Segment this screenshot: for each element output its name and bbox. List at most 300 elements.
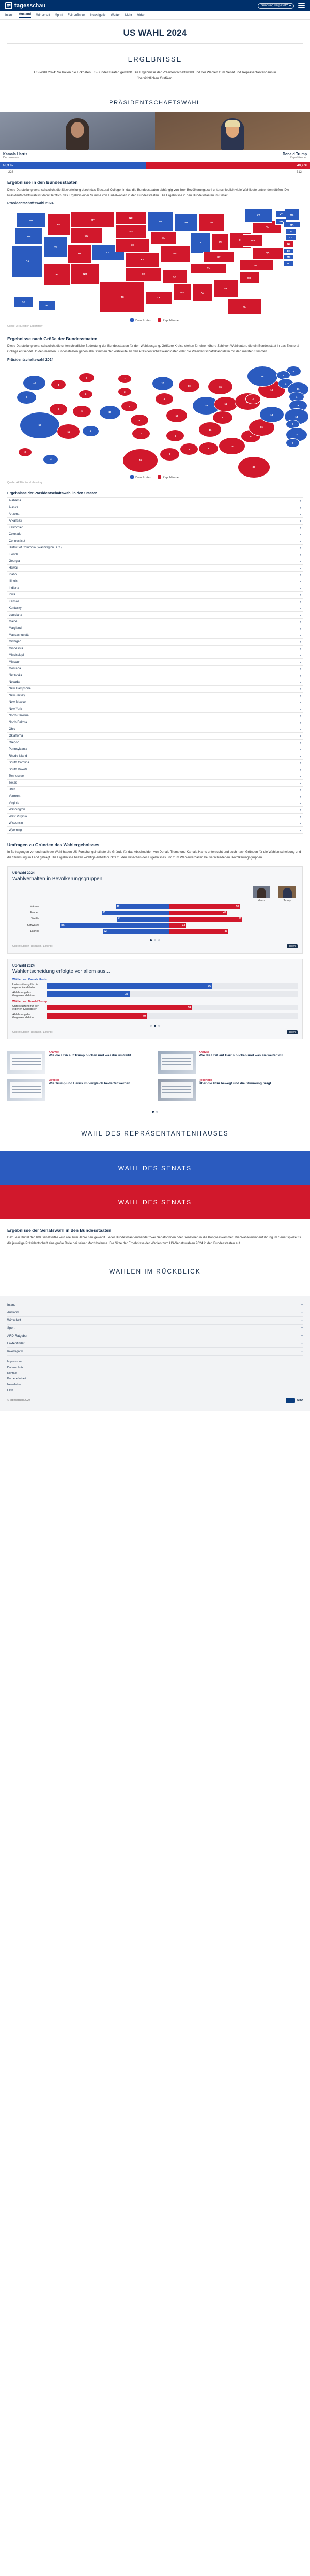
carousel-dot-3[interactable] [158, 939, 160, 941]
surveys-text: In Befragungen vor und nach der Wahl haben US-Forschungsinstitute die Gründe für das Abschneiden von Donald Trump und Kamala Harris untersucht und auch nach Gründen für die Wahlentscheidung und die Stimmung im Land gefragt. Die Ergebnisse helfen wichtige Anhaltspunkte zu den Ursachen des Ergebnisses und zum Wählerverhalten bei verschiedenen Bevölkerungsgruppen. [7, 850, 301, 860]
accordion-item[interactable] [7, 706, 303, 713]
teaser-title: Wie die USA auf Harris blicken und was sie weiter will [199, 1053, 284, 1057]
map-state-wa[interactable]: WA [17, 213, 46, 227]
teaser-thumbnail [7, 1079, 45, 1101]
menu-button[interactable] [298, 3, 305, 8]
bubble-state-mt[interactable]: 4 [79, 373, 94, 383]
bubble-state-tn[interactable]: 11 [198, 422, 222, 437]
chevron-down-icon: ▾ [299, 553, 301, 557]
map-state-ky[interactable]: KY [203, 252, 234, 263]
chevron-down-icon: ▾ [301, 1311, 303, 1315]
chevron-down-icon: ▾ [299, 654, 301, 657]
chart2-bar-label: Ablehnung des Gegenkandidaten [12, 991, 35, 998]
teaser-title: Wie die USA auf Trump blicken und was ihn umtreibt [49, 1053, 131, 1057]
chevron-down-icon: ▾ [301, 1304, 303, 1307]
chevron-down-icon: ▾ [299, 714, 301, 718]
map-block-2-title: Ergebnisse nach Größe der Bundesstaaten [7, 336, 98, 342]
map-state-wv[interactable]: WV [243, 234, 263, 247]
footer-link[interactable]: Barrierefreiheit [7, 1377, 26, 1381]
map-state-nc[interactable]: NC [239, 260, 273, 271]
map-state-mi[interactable]: MI [198, 214, 225, 231]
candidate-harris [0, 112, 155, 162]
accordion-item[interactable] [7, 605, 303, 612]
map-state-ar[interactable]: AR [162, 270, 187, 283]
carousel-dot-2[interactable] [154, 939, 156, 941]
chart2-group-label: Wähler von Kamala Harris [12, 978, 47, 982]
accordion-item[interactable] [7, 699, 303, 706]
accordion-item[interactable] [7, 578, 303, 585]
accordion-item-label: Oklahoma [9, 734, 23, 738]
chevron-down-icon: ▾ [299, 593, 301, 597]
accordion-item[interactable] [7, 531, 303, 538]
accordion-item[interactable] [7, 659, 303, 666]
bubble-state-co[interactable]: 10 [99, 405, 121, 420]
chart-card-motivation [7, 959, 303, 1039]
carousel-dot-1[interactable] [150, 939, 152, 941]
teaser-thumbnail [158, 1051, 196, 1074]
chevron-down-icon: ▾ [299, 600, 301, 604]
accordion-item[interactable] [7, 820, 303, 827]
accordion-item-label: Illinois [9, 580, 18, 584]
footer-section-label: Inland [7, 1303, 16, 1307]
bubble-state-ia[interactable]: 6 [155, 393, 174, 405]
bubble-state-ma[interactable]: 11 [287, 382, 309, 396]
map-state-or[interactable]: OR [15, 228, 43, 244]
accordion-item[interactable] [7, 773, 303, 780]
chevron-down-icon: ▾ [299, 560, 301, 563]
carousel-dot-1[interactable] [150, 1025, 152, 1027]
accordion-item-label: West Virginia [9, 815, 27, 819]
accordion-item[interactable] [7, 592, 303, 599]
accordion-item[interactable] [7, 545, 303, 551]
accordion-item[interactable] [7, 746, 303, 753]
bubble-state-wa[interactable]: 12 [23, 375, 46, 391]
bubble-state-ak[interactable]: 3 [18, 448, 32, 457]
map-state-co[interactable]: CO [92, 244, 125, 261]
bubble-state-mo[interactable]: 10 [166, 408, 188, 423]
accordion-item[interactable] [7, 646, 303, 652]
accordion-item[interactable] [7, 625, 303, 632]
bubble-state-md[interactable]: 10 [286, 427, 307, 442]
bubble-state-al[interactable]: 9 [198, 442, 219, 455]
map-state-dc[interactable]: DC [283, 260, 294, 266]
bubble-state-vt[interactable]: 3 [276, 371, 290, 380]
map-state-vt[interactable]: VT [275, 211, 286, 218]
map-state-wy[interactable]: WY [71, 228, 102, 243]
accordion-item[interactable] [7, 565, 303, 572]
share-button[interactable]: Teilen [287, 1030, 298, 1034]
accordion-item[interactable] [7, 612, 303, 619]
map-state-sd[interactable]: SD [115, 225, 146, 238]
accordion-item-label: Indiana [9, 587, 19, 590]
bubble-state-mn[interactable]: 10 [152, 376, 174, 391]
accordion-item[interactable] [7, 814, 303, 820]
nav-item-faktenfinder[interactable]: Faktenfinder [68, 13, 85, 17]
map-state-ia[interactable]: IA [150, 232, 177, 245]
chevron-down-icon: ▾ [299, 687, 301, 691]
footer-section-item[interactable] [7, 1317, 303, 1325]
map-state-az[interactable]: AZ [44, 264, 70, 286]
footer-section-label: Sport [7, 1326, 15, 1330]
map-state-sc[interactable]: SC [239, 271, 259, 284]
bubble-state-in[interactable]: 11 [214, 396, 237, 412]
teaser-card[interactable] [158, 1079, 303, 1101]
electoral-bar [0, 162, 310, 169]
map-state-nh[interactable]: NH [275, 218, 286, 225]
nav-item-wetter[interactable]: Wetter [111, 13, 120, 17]
bubble-state-wy[interactable]: 3 [79, 390, 92, 399]
map-state-ca[interactable]: CA [12, 246, 43, 278]
bubble-state-nc[interactable]: 16 [249, 419, 275, 436]
map-state-tx[interactable]: TX [100, 282, 145, 313]
accordion-item[interactable] [7, 599, 303, 605]
chart2-footer [12, 1027, 298, 1034]
bubble-state-il[interactable]: 19 [192, 396, 220, 415]
bubble-state-ms[interactable]: 6 [180, 443, 198, 455]
bubble-map-subtitle: Präsidentschaftswahl 2024 [7, 358, 54, 362]
carousel-dot-2[interactable] [156, 1111, 158, 1113]
map-state-hi[interactable]: HI [38, 301, 55, 310]
accordion-item-label: New Hampshire [9, 687, 31, 691]
accordion-item-label: Nevada [9, 681, 20, 684]
map-state-ok[interactable]: OK [126, 268, 161, 281]
bubble-state-me[interactable]: 4 [286, 366, 301, 376]
chevron-down-icon: ▾ [299, 620, 301, 624]
accordion-item[interactable] [7, 572, 303, 578]
map-state-va[interactable]: VA [252, 247, 283, 259]
chevron-down-icon: ▾ [299, 667, 301, 671]
map-state-ms[interactable]: MS [173, 284, 192, 300]
accordion-item-label: Connecticut [9, 540, 25, 543]
chevron-down-icon: ▾ [299, 721, 301, 725]
map-state-pa[interactable]: PA [252, 220, 282, 234]
accordion-item-label: Montana [9, 667, 21, 671]
accordion-item[interactable] [7, 686, 303, 693]
accordion-item[interactable] [7, 766, 303, 773]
chart1-bar-trump: 46 [169, 929, 228, 934]
accordion-item[interactable] [7, 787, 303, 793]
footer-link[interactable]: Hilfe [7, 1388, 13, 1392]
chart1-group-label: Latinos [30, 930, 39, 933]
ard-label: ARD [297, 1399, 303, 1402]
candidate-name-harris: Kamala Harris [3, 152, 28, 156]
bubble-state-mi[interactable]: 15 [208, 378, 233, 395]
bubble-state-sd[interactable]: 3 [118, 387, 132, 396]
map-state-ny[interactable]: NY [244, 208, 272, 223]
bubble-state-ct[interactable]: 7 [289, 400, 307, 412]
map-state-nd[interactable]: ND [115, 212, 146, 224]
map-state-nm[interactable]: NM [71, 264, 99, 285]
map-state-il[interactable]: IL [191, 232, 211, 253]
map-state-ak[interactable]: AK [13, 297, 34, 308]
bubble-state-ok[interactable]: 7 [132, 427, 150, 440]
chart-carousel-dots-2[interactable] [12, 1021, 298, 1027]
chart2-bar-row [12, 983, 298, 989]
logo[interactable] [5, 2, 45, 9]
accordion-item[interactable] [7, 511, 303, 518]
legend-republicans: Republikaner [158, 318, 180, 323]
chevron-down-icon: ▾ [299, 614, 301, 617]
map-state-ma[interactable]: MA [283, 222, 300, 228]
carousel-dot-2[interactable] [154, 1025, 156, 1027]
accordion-item-label: Alaska [9, 506, 19, 510]
footer-link[interactable]: Kontakt [7, 1371, 17, 1375]
footer-link[interactable]: Newsletter [7, 1383, 21, 1386]
surveys-title: Umfragen zu Gründen des Wahlergebnisses [7, 842, 100, 848]
footer-section-item[interactable] [7, 1301, 303, 1309]
map-state-oh[interactable]: OH [230, 232, 252, 249]
us-states-map[interactable] [7, 207, 303, 316]
map-state-wi[interactable]: WI [175, 214, 198, 231]
bubble-state-nh[interactable]: 4 [278, 378, 293, 389]
map-state-nj[interactable]: NJ [283, 241, 294, 248]
accordion-item-label: Arkansas [9, 519, 22, 523]
map-state-md[interactable]: MD [283, 254, 294, 260]
bubble-state-ny[interactable]: 28 [247, 366, 278, 387]
teaser-card[interactable] [158, 1051, 303, 1074]
chevron-down-icon: ▾ [301, 1319, 303, 1323]
accordion-item[interactable] [7, 800, 303, 807]
chevron-down-icon: ▾ [299, 815, 301, 819]
bubble-state-id[interactable]: 4 [51, 379, 66, 390]
accordion-item-label: Vermont [9, 795, 21, 799]
accordion-item[interactable] [7, 733, 303, 740]
map-state-tn[interactable]: TN [191, 263, 226, 273]
accordion-item[interactable] [7, 760, 303, 766]
ard-logo-icon [286, 1398, 295, 1403]
chevron-down-icon: ▾ [301, 1342, 303, 1346]
chevron-down-icon: ▾ [299, 519, 301, 523]
chevron-down-icon: ▾ [299, 506, 301, 510]
accordion-item-label: North Dakota [9, 721, 27, 725]
accordion-item-label: Arizona [9, 513, 20, 516]
accordion-item-label: Iowa [9, 593, 16, 597]
bubble-state-fl[interactable]: 30 [238, 456, 270, 478]
accordion-item-label: South Dakota [9, 768, 28, 772]
footer-section-item[interactable] [7, 1340, 303, 1348]
candidate-trump [155, 112, 310, 162]
footer-link[interactable]: Impressum [7, 1360, 22, 1363]
accordion-item[interactable] [7, 558, 303, 565]
teaser-carousel-dots[interactable] [7, 1111, 303, 1116]
bubble-state-or[interactable]: 8 [17, 391, 37, 404]
bubble-state-la[interactable]: 8 [160, 448, 180, 461]
bubble-state-hi[interactable]: 4 [43, 454, 58, 465]
bubble-state-ky[interactable]: 8 [212, 411, 233, 424]
accordion-item[interactable] [7, 693, 303, 699]
accordion-item[interactable] [7, 780, 303, 787]
state-accordion[interactable] [7, 497, 303, 834]
nav-item-sport[interactable]: Sport [55, 13, 63, 17]
bubble-state-nv[interactable]: 6 [49, 403, 68, 416]
bubble-state-de[interactable]: 3 [286, 420, 300, 429]
bubble-state-ne[interactable]: 5 [121, 401, 138, 412]
chart1-source: Quelle: Edison Research / Exit Poll [12, 944, 53, 948]
footer-section-item[interactable] [7, 1332, 303, 1340]
accordion-item[interactable] [7, 827, 303, 834]
chevron-down-icon: ▾ [299, 761, 301, 765]
accordion-item[interactable] [7, 538, 303, 545]
us-bubble-map[interactable] [7, 364, 303, 472]
share-button[interactable]: Teilen [287, 944, 298, 948]
accordion-item-label: Mississippi [9, 654, 24, 657]
bubble-state-nd[interactable]: 3 [118, 374, 132, 384]
map-state-la[interactable]: LA [146, 291, 172, 304]
chart2-bar-label: Unterstützung für die eigene Kandidatin [12, 983, 39, 989]
bubble-state-pa[interactable]: 19 [258, 380, 286, 399]
bubble-state-ar[interactable]: 6 [166, 430, 184, 442]
ard-logo[interactable] [286, 1398, 303, 1403]
carousel-dot-1[interactable] [152, 1111, 154, 1113]
bubble-state-tx[interactable]: 40 [122, 449, 158, 472]
chart2-bar-label: Unterstützung für den eigenen Kandidaten [12, 1004, 39, 1011]
accordion-item-label: Kalifornien [9, 526, 24, 530]
footer-sections[interactable] [7, 1301, 303, 1356]
accordion-item[interactable] [7, 672, 303, 679]
accordion-item-label: Massachusetts [9, 634, 30, 637]
top-bar-right [258, 3, 305, 9]
senate-states-title: Ergebnisse der Senatswahl in den Bundesstaaten [7, 1227, 112, 1233]
chevron-down-icon: ▾ [301, 1335, 303, 1338]
bubble-state-dc[interactable]: 3 [286, 438, 300, 448]
teaser-card[interactable] [7, 1051, 152, 1074]
bubble-state-va[interactable]: 13 [259, 406, 284, 423]
nav-item-wirtschaft[interactable]: Wirtschaft [36, 13, 50, 17]
teaser-grid [7, 1045, 303, 1111]
accordion-item[interactable] [7, 719, 303, 726]
accordion-item-label: Tennessee [9, 775, 24, 778]
chevron-down-icon: ▾ [299, 788, 301, 792]
accordion-item[interactable] [7, 504, 303, 511]
chart1-group-row [12, 929, 298, 934]
accordion-item[interactable] [7, 740, 303, 746]
chart-carousel-dots[interactable] [12, 936, 298, 941]
map-source: Quelle: AP/Election-Laboratory [7, 325, 43, 328]
candidate-party-harris: Demokraten [3, 156, 19, 159]
bubble-state-wv[interactable]: 4 [245, 394, 261, 404]
accordion-item[interactable] [7, 639, 303, 646]
accordion-item-label: Virginia [9, 802, 19, 805]
nav-item-ausland[interactable]: Ausland [19, 13, 31, 18]
chart2-source: Quelle: Edison Research / Exit Poll [12, 1030, 53, 1034]
map-state-ut[interactable]: UT [68, 244, 91, 264]
sendung-verpasst-button[interactable] [258, 3, 294, 9]
accordion-item[interactable] [7, 518, 303, 525]
accordion-item[interactable] [7, 753, 303, 760]
chevron-down-icon: ▾ [299, 587, 301, 590]
map-state-me[interactable]: ME [284, 209, 300, 221]
chevron-down-icon: ▾ [299, 681, 301, 684]
accordion-item[interactable] [7, 498, 303, 504]
bubble-state-ca[interactable]: 54 [20, 412, 60, 439]
map-state-al[interactable]: AL [192, 284, 212, 301]
map-state-id[interactable]: ID [47, 213, 70, 236]
bubble-state-ri[interactable]: 4 [289, 392, 304, 402]
chart1-group-label: Frauen [30, 911, 39, 915]
bubble-state-wi[interactable]: 10 [178, 378, 200, 393]
electoral-bar-trump: 49,9 % [146, 162, 310, 169]
bubble-state-ks[interactable]: 6 [130, 414, 149, 426]
accordion-item[interactable] [7, 807, 303, 814]
senate-band-title: WAHL DES SENATS [0, 1151, 310, 1185]
accordion-item-label: Alabama [9, 499, 21, 503]
chevron-down-icon: ▾ [299, 701, 301, 704]
accordion-item[interactable] [7, 793, 303, 800]
nav-item-video[interactable]: Video [137, 13, 145, 17]
accordion-item[interactable] [7, 525, 303, 531]
chevron-down-icon: ▾ [299, 674, 301, 678]
chevron-down-icon: ▾ [299, 741, 301, 745]
electoral-votes-trump: 312 [296, 170, 302, 174]
carousel-dot-3[interactable] [158, 1025, 160, 1027]
accordion-item[interactable] [7, 713, 303, 719]
map-block-1-text: Diese Darstellung veranschaulicht die Sitzverteilung durch das Electoral College. In das die Bundesstaaten abhängig von ihrer Bevölkerungszahl unterschiedlich viele Wahlleute entsenden dürfen. Die Präsidentschaftswahl ist damit letztlich das Ergebnis einer Summe von Einzelwahlen in den Bundesstaaten. Die Ergebnisse in den Bundesstaaten im Detail: [7, 188, 289, 197]
bubble-state-nm[interactable]: 5 [82, 425, 99, 437]
chevron-down-icon: ▾ [299, 526, 301, 530]
map-legend [7, 316, 303, 323]
map-state-ga[interactable]: GA [213, 280, 238, 297]
map-state-mo[interactable]: MO [161, 246, 190, 262]
map-state-de[interactable]: DE [283, 248, 294, 254]
map-state-ct[interactable]: CT [286, 235, 297, 240]
teaser-thumbnail [158, 1079, 196, 1101]
nav-item-inland[interactable]: Inland [5, 13, 14, 17]
footer-section-label: Investigativ [7, 1350, 23, 1353]
accordion-item[interactable] [7, 666, 303, 672]
map-state-in[interactable]: IN [212, 233, 229, 251]
accordion-item[interactable] [7, 652, 303, 659]
map-state-ri[interactable]: RI [286, 228, 297, 234]
accordion-item[interactable] [7, 551, 303, 558]
accordion-item[interactable] [7, 726, 303, 733]
chart1-kicker: US-Wahl 2024 [12, 871, 35, 875]
accordion-item-label: North Carolina [9, 714, 29, 718]
footer-links[interactable] [7, 1356, 303, 1392]
bubble-state-sc[interactable]: 9 [241, 430, 261, 443]
bubble-state-ut[interactable]: 6 [72, 405, 91, 418]
teaser-card[interactable] [7, 1079, 152, 1101]
teaser-kicker: Reportage [199, 1078, 212, 1082]
footer-bottom [7, 1392, 303, 1403]
map-state-ne[interactable]: NE [115, 239, 149, 252]
bubble-state-ga[interactable]: 16 [219, 437, 245, 455]
footer-section-item[interactable] [7, 1348, 303, 1356]
accordion-item-label: Florida [9, 553, 19, 557]
bubble-map-block [7, 358, 303, 484]
teaser-kicker: Liveblog [49, 1078, 60, 1082]
teaser-kicker: Analyse [199, 1050, 209, 1054]
bubble-state-az[interactable]: 11 [57, 424, 80, 439]
accordion-item[interactable] [7, 585, 303, 592]
accordion-item[interactable] [7, 632, 303, 639]
map-state-ks[interactable]: KS [126, 253, 160, 267]
bubble-state-nj[interactable]: 14 [284, 408, 309, 425]
accordion-item[interactable] [7, 619, 303, 625]
map-state-mt[interactable]: MT [71, 212, 114, 227]
footer-section-item[interactable] [7, 1325, 303, 1332]
accordion-item[interactable] [7, 679, 303, 686]
map-state-nv[interactable]: NV [44, 236, 67, 257]
map-state-mn[interactable]: MN [147, 212, 174, 231]
footer-link[interactable]: Datenschutz [7, 1366, 24, 1369]
footer-section-item[interactable] [7, 1309, 303, 1317]
chevron-down-icon: ▾ [299, 781, 301, 785]
chart2-bar-row [12, 1005, 298, 1011]
nav-item-mehr[interactable]: Mehr [125, 13, 132, 17]
map-state-fl[interactable]: FL [227, 298, 261, 315]
chart2-plot [12, 978, 298, 1019]
nav-item-investigativ[interactable]: Investigativ [90, 13, 106, 17]
